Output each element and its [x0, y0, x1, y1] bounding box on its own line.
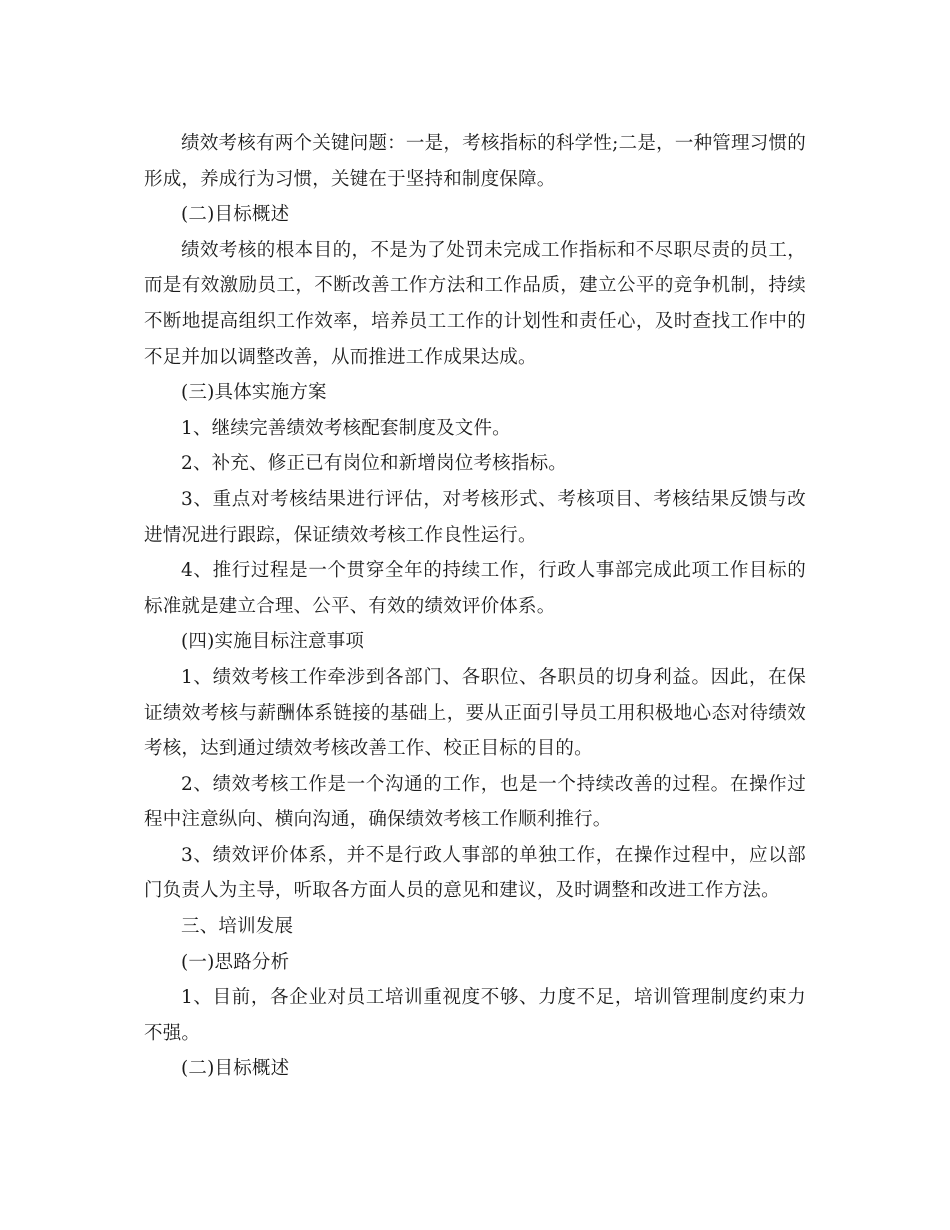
section-heading-implementation-plan: (三)具体实施方案	[181, 382, 327, 404]
section-heading-precautions: (四)实施目标注意事项	[181, 631, 365, 653]
paragraph-fundamental-purpose: 绩效考核的根本目的，不是为了处罚未完成工作指标和不尽职尽责的员工，而是有效激励员工，不断改善工作方法和工作品质，建立公平的竞争机制，持续不断地提高组织工作效率，培养员工工作的计划性和责任心，及时查找工作中的不足并加以调整改善，从而推进工作成果达成。	[144, 239, 806, 368]
list-item-analysis-1: 1、目前，各企业对员工培训重视度不够、力度不足，培训管理制度约束力不强。	[144, 987, 806, 1044]
list-item-plan-1: 1、继续完善绩效考核配套制度及文件。	[181, 417, 511, 439]
section-heading-goal-overview: (二)目标概述	[181, 204, 290, 226]
list-item-precaution-2: 2、绩效考核工作是一个沟通的工作，也是一个持续改善的过程。在操作过程中注意纵向、横向沟通，确保绩效考核工作顺利推行。	[144, 773, 806, 831]
document-body	[144, 126, 806, 1087]
section-heading-analysis: (一)思路分析	[181, 951, 290, 973]
list-item-precaution-1: 1、绩效考核工作牵涉到各部门、各职位、各职员的切身利益。因此，在保证绩效考核与薪酬体系链接的基础上，要从正面引导员工用积极地心态对待绩效考核，达到通过绩效考核改善工作、校正目标的目的。	[144, 666, 806, 760]
list-item-plan-4: 4、推行过程是一个贯穿全年的持续工作，行政人事部完成此项工作目标的标准就是建立合理、公平、有效的绩效评价体系。	[144, 560, 806, 617]
section-heading-goal-overview-2: (二)目标概述	[181, 1058, 290, 1080]
chapter-heading-training: 三、培训发展	[181, 916, 294, 938]
list-item-precaution-3: 3、绩效评价体系，并不是行政人事部的单独工作，在操作过程中，应以部门负责人为主导，听取各方面人员的意见和建议，及时调整和改进工作方法。	[144, 844, 806, 902]
list-item-plan-3: 3、重点对考核结果进行评估，对考核形式、考核项目、考核结果反馈与改进情况进行跟踪，保证绩效考核工作良性运行。	[144, 488, 806, 546]
list-item-plan-2: 2、补充、修正已有岗位和新增岗位考核指标。	[181, 453, 567, 475]
paragraph-key-issues: 绩效考核有两个关键问题：一是，考核指标的科学性;二是，一种管理习惯的形成，养成行为习惯，关键在于坚持和制度保障。	[144, 133, 806, 190]
